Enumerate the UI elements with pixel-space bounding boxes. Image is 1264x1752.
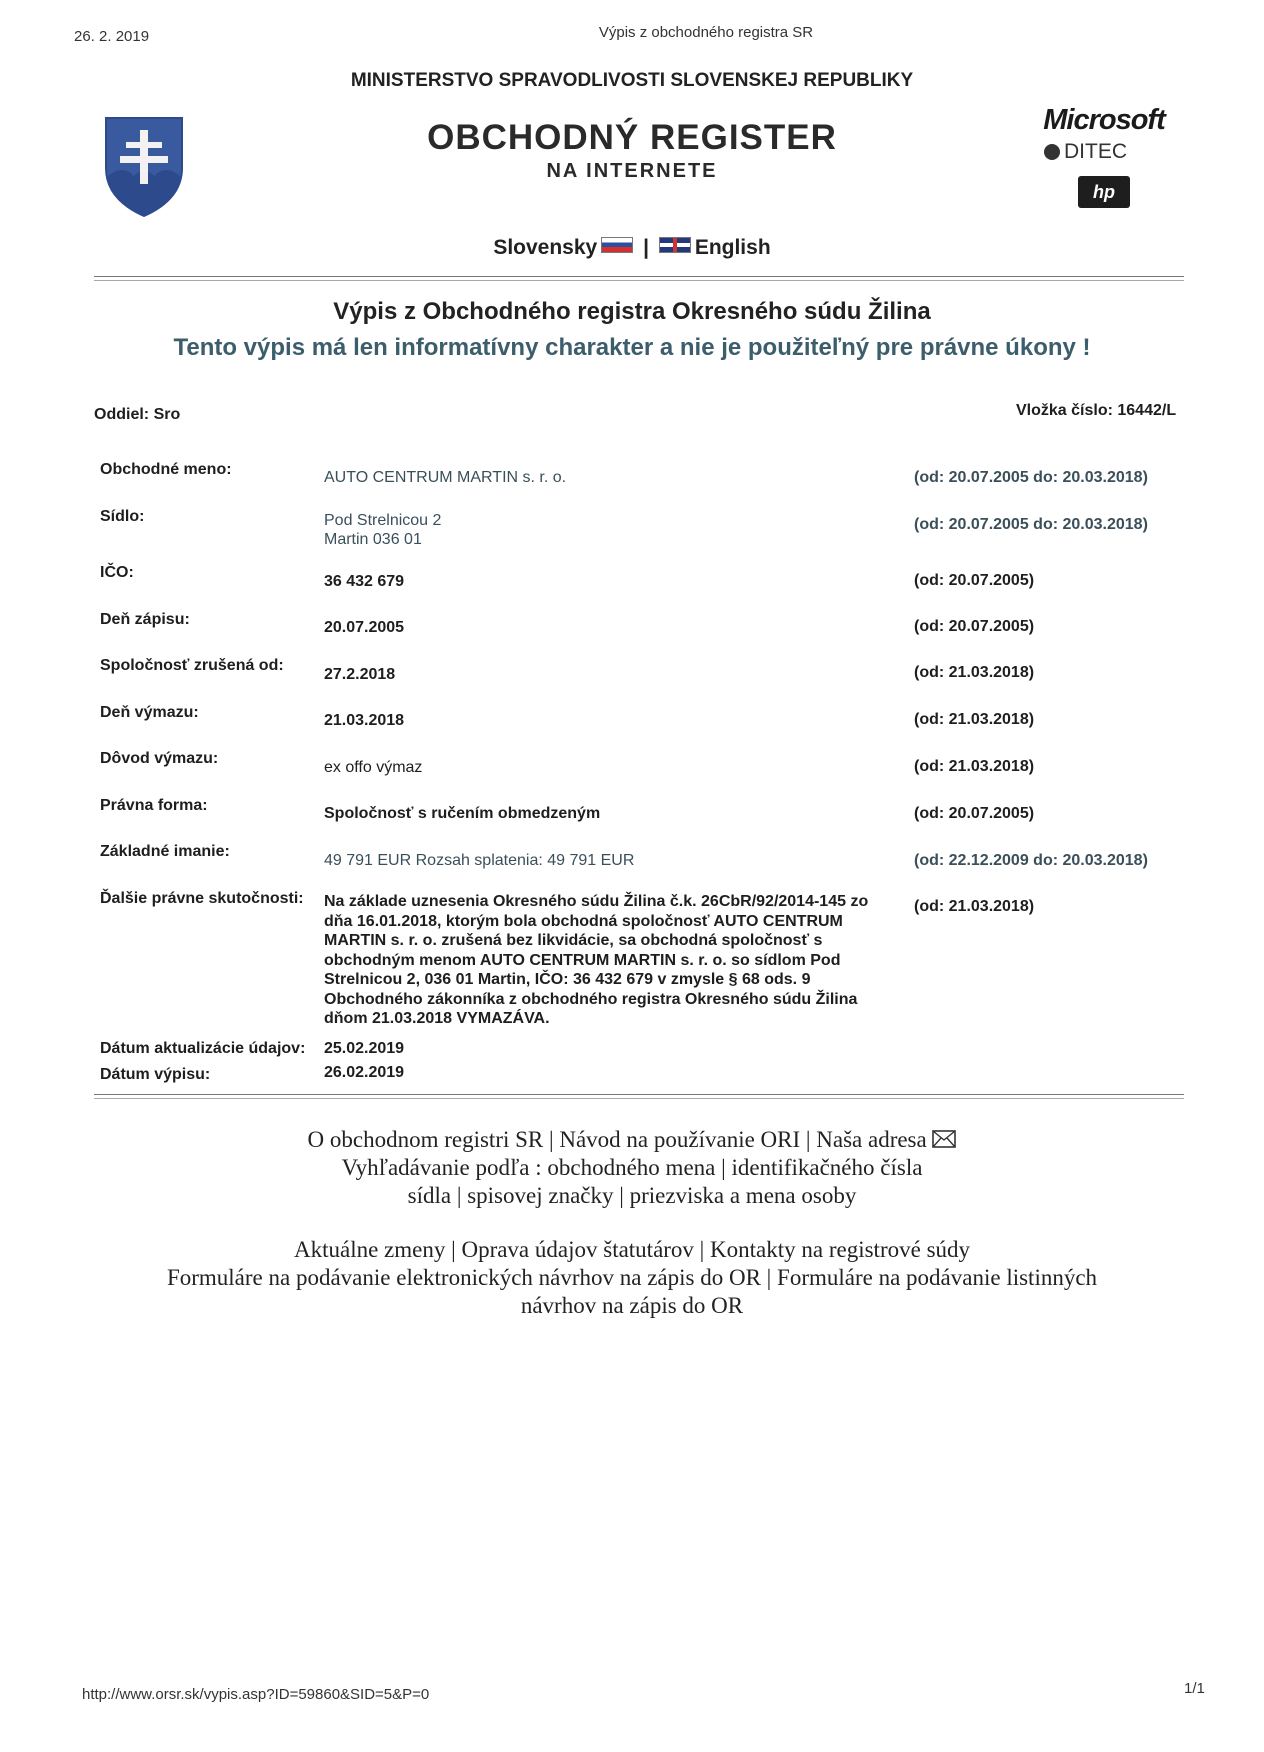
legal-form-value: Spoločnosť s ručením obmedzeným xyxy=(324,805,601,822)
business-name-value: AUTO CENTRUM MARTIN s. r. o. xyxy=(324,469,567,486)
ico-label: IČO: xyxy=(100,564,134,581)
deletion-reason-value: ex offo výmaz xyxy=(324,759,423,776)
print-date: 26. 2. 2019 xyxy=(74,28,150,45)
register-subtitle: NA INTERNETE xyxy=(546,160,718,182)
microsoft-logo: Microsoft xyxy=(1043,104,1165,136)
insert-value: 16442/L xyxy=(1117,402,1177,419)
ditec-globe-icon xyxy=(1044,144,1060,160)
legal-form-label: Právna forma: xyxy=(100,797,208,814)
ico-validity: (od: 20.07.2005) xyxy=(914,572,1035,589)
other-facts-line: MARTIN s. r. o. zrušená bez likvidácie, sa obchodná spoločnosť s xyxy=(324,932,823,949)
seat-street: Pod Strelnicou 2 xyxy=(324,512,442,529)
section-label: Oddiel: xyxy=(94,406,150,423)
capital-validity: (od: 22.12.2009 do: 20.03.2018) xyxy=(914,852,1148,869)
deletion-date-value: 21.03.2018 xyxy=(324,712,405,729)
deletion-reason-validity: (od: 21.03.2018) xyxy=(914,758,1035,775)
disclaimer: Tento výpis má len informatívny charakter a nie je použiteľný pre právne úkony ! xyxy=(173,334,1091,361)
footer-form-links[interactable]: Formuláre na podávanie elektronických návrhov na zápis do OR | Formuláre na podávanie listinných xyxy=(166,1265,1098,1290)
other-facts-line: Na základe uznesenia Okresného súdu Žilina č.k. 26CbR/92/2014-145 zo xyxy=(324,893,869,910)
insert-label: Vložka číslo: xyxy=(1016,402,1113,419)
other-facts-line: Obchodného zákonníka z obchodného registra Okresného súdu Žilina xyxy=(324,990,858,1008)
top-divider xyxy=(94,276,1184,281)
seat-label: Sídlo: xyxy=(100,508,145,525)
register-title: OBCHODNÝ REGISTER xyxy=(427,118,837,157)
footer-links-about[interactable]: O obchodnom registri SR | Návod na používanie ORI | Naša adresa xyxy=(307,1127,927,1152)
language-english-link[interactable]: English xyxy=(694,236,771,259)
deletion-reason-label: Dôvod výmazu: xyxy=(100,750,219,767)
footer-form-links-2[interactable]: návrhov na zápis do OR xyxy=(520,1293,744,1318)
capital-label: Základné imanie: xyxy=(100,843,230,860)
other-facts-line: dňa 16.01.2018, ktorým bola obchodná spoločnosť AUTO CENTRUM xyxy=(324,912,843,930)
ditec-label: DITEC xyxy=(1064,140,1127,163)
other-facts-validity: (od: 21.03.2018) xyxy=(914,898,1035,915)
slovak-flag-icon[interactable] xyxy=(601,237,633,253)
insert-field xyxy=(1016,402,1176,420)
footer-search-links-2[interactable]: sídla | spisovej značky | priezviska a mena osoby xyxy=(407,1183,857,1208)
deletion-date-label: Deň výmazu: xyxy=(100,704,199,721)
language-separator: | xyxy=(643,236,649,259)
section-value: Sro xyxy=(153,406,181,423)
hp-logo: hp xyxy=(1078,176,1130,208)
extract-date-label: Dátum výpisu: xyxy=(100,1066,211,1083)
update-date-value: 25.02.2019 xyxy=(324,1040,405,1057)
other-facts-text xyxy=(324,892,894,1029)
seat-city: Martin 036 01 xyxy=(324,531,422,548)
dissolved-label: Spoločnosť zrušená od: xyxy=(100,657,284,674)
business-name-label: Obchodné meno: xyxy=(100,461,232,478)
section-field xyxy=(94,406,180,424)
ministry-name: MINISTERSTVO SPRAVODLIVOSTI SLOVENSKEJ REPUBLIKY xyxy=(350,70,914,91)
registration-date-value: 20.07.2005 xyxy=(324,619,405,636)
other-facts-line: dňom 21.03.2018 VYMAZÁVA. xyxy=(324,1010,550,1027)
uk-flag-icon[interactable] xyxy=(659,237,691,253)
legal-form-validity: (od: 20.07.2005) xyxy=(914,805,1035,822)
other-facts-line: Strelnicou 2, 036 01 Martin, IČO: 36 432 679 v zmysle § 68 ods. 9 xyxy=(324,971,811,988)
dissolved-validity: (od: 21.03.2018) xyxy=(914,664,1035,681)
print-footer-url: http://www.orsr.sk/vypis.asp?ID=59860&SID=5&P=0 xyxy=(82,1686,430,1703)
capital-value: 49 791 EUR Rozsah splatenia: 49 791 EUR xyxy=(324,852,635,869)
print-page-title: Výpis z obchodného registra SR xyxy=(598,24,814,41)
extract-date-value: 26.02.2019 xyxy=(324,1064,405,1081)
footer-info-links[interactable]: Aktuálne zmeny | Oprava údajov štatutárov | Kontakty na registrové súdy xyxy=(293,1237,971,1262)
update-date-label: Dátum aktualizácie údajov: xyxy=(100,1040,306,1057)
deletion-date-validity: (od: 21.03.2018) xyxy=(914,711,1035,728)
envelope-icon[interactable] xyxy=(932,1130,956,1148)
print-page-number: 1/1 xyxy=(1184,1680,1205,1697)
seat-validity: (od: 20.07.2005 do: 20.03.2018) xyxy=(914,516,1148,533)
language-switcher xyxy=(0,236,1264,260)
footer-search-links[interactable]: Vyhľadávanie podľa : obchodného mena | identifikačného čísla xyxy=(341,1155,923,1180)
other-facts-label: Ďalšie právne skutočnosti: xyxy=(100,890,304,907)
extract-title: Výpis z Obchodného registra Okresného súdu Žilina xyxy=(333,298,931,325)
other-facts-line: obchodným menom AUTO CENTRUM MARTIN s. r. o. so sídlom Pod xyxy=(324,951,841,969)
bottom-divider xyxy=(94,1094,1184,1099)
dissolved-value: 27.2.2018 xyxy=(324,666,396,683)
language-slovak-link[interactable]: Slovensky xyxy=(493,236,598,259)
ditec-logo xyxy=(1044,140,1174,164)
ico-value: 36 432 679 xyxy=(324,573,405,590)
registration-date-validity: (od: 20.07.2005) xyxy=(914,618,1035,635)
footer-nav-line-1 xyxy=(0,1126,1264,1154)
business-name-validity: (od: 20.07.2005 do: 20.03.2018) xyxy=(914,469,1148,486)
registration-date-label: Deň zápisu: xyxy=(100,611,190,628)
